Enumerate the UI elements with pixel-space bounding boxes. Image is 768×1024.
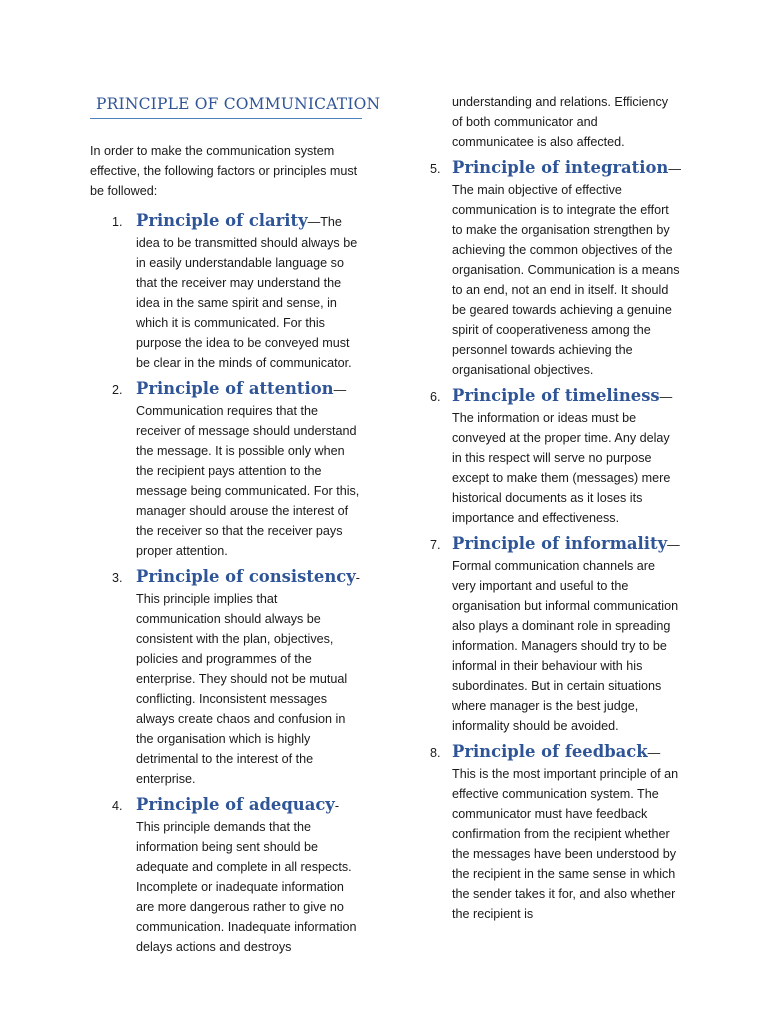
heading-separator: — (307, 215, 321, 229)
principle-item-7 (420, 532, 682, 736)
heading-separator: — (647, 746, 661, 760)
item-number: 1. (112, 215, 123, 229)
item-number: 8. (430, 746, 441, 760)
principle-text: The information or ideas must be conveyed at the proper time. Any delay in this respect will serve no purpose except to make them (messages) mere historical documents as it loses its importance and effectiveness. (452, 411, 671, 525)
principle-heading: Principle of feedback (452, 742, 648, 761)
item-number: 4. (112, 799, 123, 813)
principle-item-6 (420, 384, 682, 528)
principle-item-3 (90, 565, 362, 789)
principle-text: Communication requires that the receiver of message should understand the message. It is possible only when the recipient pays attention to the message being communicated. For this, manager should arouse the interest of the receiver so that the receiver pays proper attention. (136, 404, 360, 558)
principle-heading: Principle of timeliness (452, 386, 660, 405)
page-title: PRINCIPLE OF COMMUNICATION (90, 92, 362, 119)
heading-separator: — (333, 383, 347, 397)
principle-heading: Principle of informality (452, 534, 668, 553)
principle-text: This principle implies that communication should always be consistent with the plan, objectives, policies and programmes of the enterprise. They should not be mutual conflicting. Inconsistent messages always create chaos and confusion in the organisation which is highly detrimental to the interest of the enterprise. (136, 592, 348, 786)
heading-separator: — (667, 538, 680, 552)
principle-text: The idea to be transmitted should always be in easily understandable language so that the receiver may understand the idea in the same spirit and sense, in which it is communicated. For this purpose the idea to be conveyed must be clear in the minds of communicator. (136, 215, 358, 370)
principle-item-4 (90, 793, 362, 957)
principle-text: Formal communication channels are very important and useful to the organisation but informal communication also plays a dominant role in spreading information. Managers should try to be informal in their behaviour with his subordinates. But in certain situations where manager is the best judge, informality should be avoided. (452, 559, 679, 733)
intro-paragraph: In order to make the communication system effective, the following factors or principles must be followed: (90, 144, 358, 198)
principle-text: The main objective of effective communication is to integrate the effort to make the organisation strengthen by achieving the common objectives of the organisation. Communication is a means to an end, not an end in itself. It should be geared towards achieving a genuine spirit of cooperativeness among the personnel towards achieving the organisational objectives. (452, 183, 680, 377)
item-number: 7. (430, 538, 441, 552)
principle-item-5 (420, 156, 682, 380)
principle-heading: Principle of consistency (136, 567, 356, 586)
principle-item-8 (420, 740, 682, 924)
item-number: 2. (112, 383, 123, 397)
principle-heading: Principle of adequacy (136, 795, 335, 814)
left-column (90, 92, 381, 961)
item-number: 5. (430, 162, 441, 176)
continued-text: understanding and relations. Efficiency of both communicator and communicatee is also affected. (452, 95, 669, 149)
right-column (420, 92, 682, 928)
heading-separator: - (334, 799, 340, 813)
principle-item-1 (90, 209, 362, 373)
item-number: 3. (112, 571, 123, 585)
principle-heading: Principle of clarity (136, 211, 308, 230)
principle-heading: Principle of attention (136, 379, 334, 398)
heading-separator: — (659, 390, 673, 404)
principle-text: This is the most important principle of an effective communication system. The communicator must have feedback confirmation from the recipient whether the messages have been understood by the recipient in the same sense in which the sender takes it for, and also whether the recipient is (452, 767, 679, 921)
heading-separator: - (355, 571, 360, 585)
principle-item-2 (90, 377, 362, 561)
heading-separator: — (668, 162, 681, 176)
principle-text: This principle demands that the information being sent should be adequate and complete in all respects. Incomplete or inadequate information are more dangerous rather to give no communication. Inadequate information delays actions and destroys (136, 820, 357, 954)
item-number: 6. (430, 390, 441, 404)
principle-heading: Principle of integration (452, 158, 669, 177)
